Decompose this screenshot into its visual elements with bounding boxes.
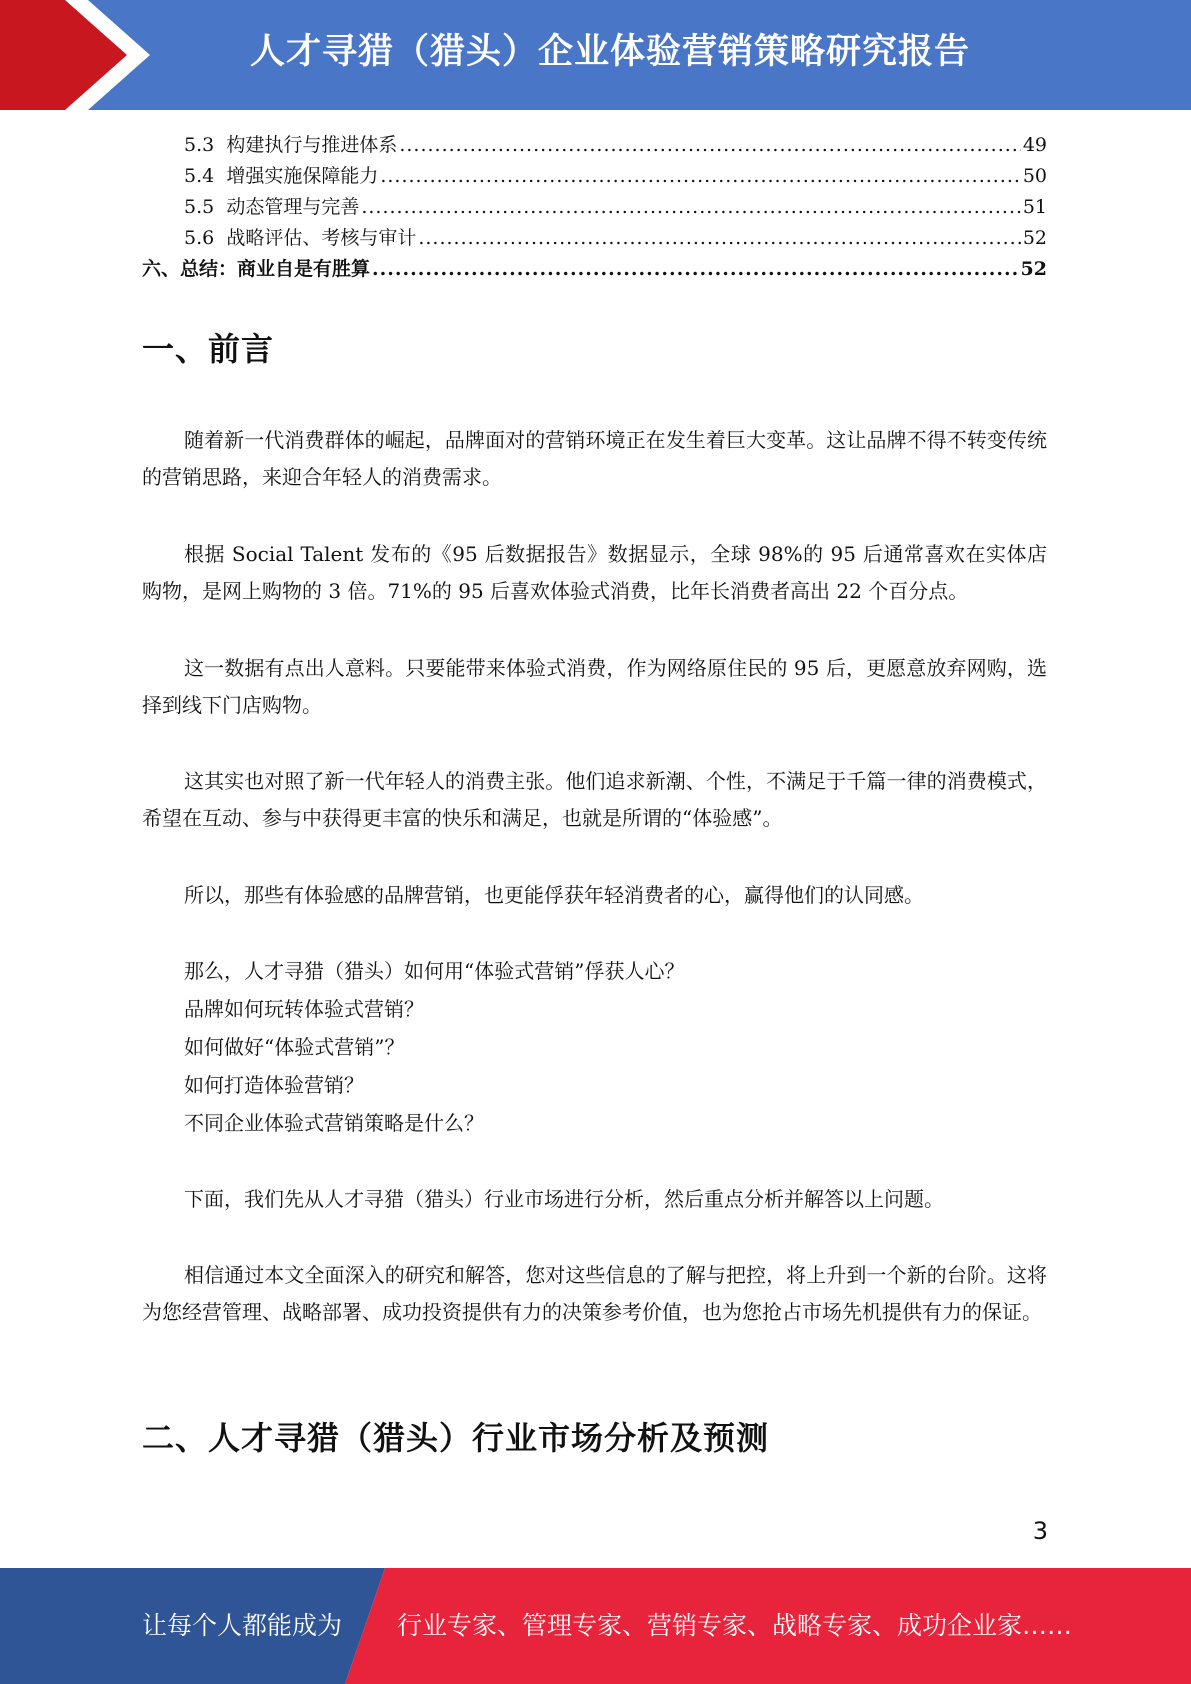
toc-entry-page: 51 — [1022, 196, 1047, 218]
body-paragraph: 随着新一代消费群体的崛起，品牌面对的营销环境正在发生着巨大变革。这让品牌不得不转变传统的营销思路，来迎合年轻人的消费需求。 — [142, 428, 1047, 489]
toc-leader-dots — [380, 165, 1020, 187]
question-line: 如何打造体验营销？ — [184, 1073, 364, 1097]
footer-slogan-left: 让每个人都能成为 — [142, 1611, 343, 1640]
toc-entry[interactable] — [142, 130, 1047, 161]
body-paragraph: 所以，那些有体验感的品牌营销，也更能俘获年轻消费者的心，赢得他们的认同感。 — [184, 883, 924, 907]
toc-entry[interactable] — [142, 192, 1047, 223]
body-paragraph: 相信通过本文全面深入的研究和解答，您对这些信息的了解与把控，将上升到一个新的台阶。这将为您经营管理、战略部署、成功投资提供有力的决策参考价值，也为您抢占市场先机提供有力的保证。 — [142, 1263, 1047, 1324]
toc-entry-label: 战略评估、考核与审计 — [226, 227, 417, 249]
section-heading: 一、前言 — [142, 330, 275, 368]
toc-entry-label: 动态管理与完善 — [226, 196, 360, 218]
header-title: 人才寻猎（猎头）企业体验营销策略研究报告 — [249, 32, 970, 72]
body-paragraph: 这一数据有点出人意料。只要能带来体验式消费，作为网络原住民的 95 后，更愿意放弃网购，选择到线下门店购物。 — [142, 656, 1047, 717]
toc-entry-page: 52 — [1020, 258, 1047, 280]
section-heading: 二、人才寻猎（猎头）行业市场分析及预测 — [142, 1419, 770, 1457]
page-number: 3 — [1032, 1517, 1048, 1545]
body-paragraph: 这其实也对照了新一代年轻人的消费主张。他们追求新潮、个性，不满足于千篇一律的消费模式，希望在互动、参与中获得更丰富的快乐和满足，也就是所谓的“体验感”。 — [142, 769, 1047, 830]
toc-entry[interactable] — [142, 254, 1047, 285]
table-of-contents — [142, 130, 1047, 285]
toc-entry-number: 5.3 — [184, 134, 215, 156]
toc-entry-page: 50 — [1022, 165, 1047, 187]
toc-leader-dots — [418, 227, 1020, 249]
toc-entry-number: 5.4 — [184, 165, 215, 187]
toc-entry[interactable] — [142, 223, 1047, 254]
toc-entry-page: 49 — [1022, 134, 1047, 156]
toc-leader-dots — [361, 196, 1020, 218]
toc-leader-dots — [399, 134, 1020, 156]
question-line: 那么，人才寻猎（猎头）如何用“体验式营销”俘获人心？ — [184, 959, 685, 983]
question-line: 不同企业体验式营销策略是什么？ — [184, 1111, 484, 1135]
question-line: 品牌如何玩转体验式营销？ — [184, 997, 424, 1021]
toc-leader-dots — [372, 258, 1019, 280]
body-paragraph: 根据 Social Talent 发布的《95 后数据报告》数据显示，全球 98%的 95 后通常喜欢在实体店购物，是网上购物的 3 倍。71%的 95 后喜欢体验式消费，比年长消费者高出 22 个百分点。 — [142, 542, 1047, 603]
toc-entry-number: 5.6 — [184, 227, 215, 249]
toc-entry-label: 六、总结：商业自是有胜算 — [142, 258, 371, 280]
page-footer — [0, 1568, 1191, 1684]
toc-entry[interactable] — [142, 161, 1047, 192]
toc-entry-label: 构建执行与推进体系 — [226, 134, 398, 156]
question-line: 如何做好“体验式营销”？ — [184, 1035, 405, 1059]
page-header — [0, 0, 1191, 110]
body-paragraph: 下面，我们先从人才寻猎（猎头）行业市场进行分析，然后重点分析并解答以上问题。 — [184, 1187, 944, 1211]
toc-entry-number: 5.5 — [184, 196, 215, 218]
footer-slogan-right: 行业专家、管理专家、营销专家、战略专家、成功企业家…… — [397, 1611, 1073, 1640]
toc-entry-label: 增强实施保障能力 — [226, 165, 379, 187]
toc-entry-page: 52 — [1022, 227, 1047, 249]
